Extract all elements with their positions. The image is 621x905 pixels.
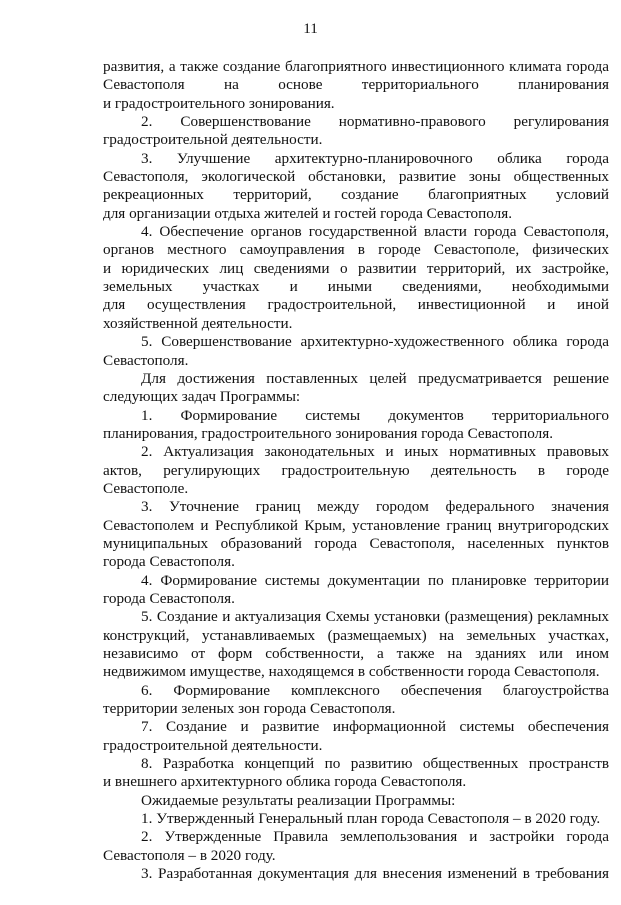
- text-line: 4. Формирование системы документации по планировке территории: [141, 571, 609, 589]
- text-line: Севастополе.: [103, 479, 189, 497]
- text-line: города Севастополя.: [103, 553, 235, 571]
- text-line: актов, регулирующих градостроительную деятельность в городе: [103, 461, 609, 479]
- text-line: 4. Обеспечение органов государственной власти города Севастополя,: [141, 223, 609, 241]
- text-line: 1. Формирование системы документов территориального: [141, 406, 609, 424]
- text-line: 7. Создание и развитие информационной системы обеспечения: [141, 718, 609, 736]
- text-line: 1. Утвержденный Генеральный план города Севастополя – в 2020 году.: [141, 810, 601, 828]
- text-line: Севастополя, экологической обстановки, развитие зоны общественных: [103, 168, 609, 186]
- text-line: планирования, градостроительного зонирования города Севастополя.: [103, 424, 554, 442]
- text-line: 3. Уточнение границ между городом федерального значения: [141, 498, 609, 516]
- text-line: градостроительной деятельности.: [103, 131, 323, 149]
- text-line: следующих задач Программы:: [103, 388, 301, 406]
- text-line: 8. Разработка концепций по развитию общественных пространств: [141, 755, 609, 773]
- text-line: независимо от форм собственности, а также на зданиях или ином: [103, 645, 609, 662]
- text-line: 2. Совершенствование нормативно-правового регулирования: [141, 113, 609, 131]
- text-line: Севастополем и Республикой Крым, установление границ внутригородских: [103, 516, 609, 534]
- text-line: Севастополя – в 2020 году.: [103, 846, 276, 864]
- text-line: Для достижения поставленных целей предусматривается решение: [141, 369, 609, 387]
- text-line: Севастополя.: [103, 351, 189, 369]
- text-line: и градостроительного зонирования.: [103, 94, 335, 112]
- text-line: 5. Совершенствование архитектурно-художественного облика города: [141, 333, 609, 351]
- text-line: 3. Разработанная документация для внесения изменений в требования: [141, 865, 609, 883]
- text-line: 5. Создание и актуализация Схемы установки (размещения) рекламных: [141, 608, 609, 626]
- text-line: 3. Улучшение архитектурно-планировочного облика города: [141, 149, 609, 167]
- document-body: [103, 58, 609, 883]
- text-line: 6. Формирование комплексного обеспечения благоустройства: [141, 681, 609, 699]
- page-number: 11: [303, 20, 318, 37]
- text-line: развития, а также создание благоприятного инвестиционного климата города: [103, 58, 609, 75]
- text-line: для осуществления градостроительной, инвестиционной и иной: [103, 296, 609, 314]
- text-line: земельных участках и иными сведениями, необходимыми: [103, 278, 609, 296]
- text-line: 2. Утвержденные Правила землепользования и застройки города: [141, 828, 609, 846]
- text-line: для организации отдыха жителей и гостей города Севастополя.: [103, 204, 513, 222]
- text-line: органов местного самоуправления в городе Севастополе, физических: [103, 241, 609, 259]
- text-line: рекреационных территорий, создание благоприятных условий: [103, 186, 609, 204]
- text-line: градостроительной деятельности.: [103, 736, 323, 754]
- text-line: города Севастополя.: [103, 589, 235, 607]
- text-line: территории зеленых зон города Севастополя.: [103, 700, 396, 718]
- text-line: и юридических лиц сведениями о развитии территорий, их застройке,: [103, 259, 609, 277]
- text-line: муниципальных образований города Севастополя, населенных пунктов: [103, 534, 609, 552]
- text-line: 2. Актуализация законодательных и иных нормативных правовых: [141, 443, 609, 461]
- text-line: Севастополя на основе территориального планирования: [103, 76, 609, 94]
- text-line: Ожидаемые результаты реализации Программы:: [141, 791, 456, 809]
- text-line: недвижимом имуществе, находящемся в собственности города Севастополя.: [103, 663, 600, 681]
- text-line: и внешнего архитектурного облика города Севастополя.: [103, 773, 467, 791]
- text-line: хозяйственной деятельности.: [103, 314, 293, 332]
- text-line: конструкций, устанавливаемых (размещаемых) на земельных участках,: [103, 626, 609, 644]
